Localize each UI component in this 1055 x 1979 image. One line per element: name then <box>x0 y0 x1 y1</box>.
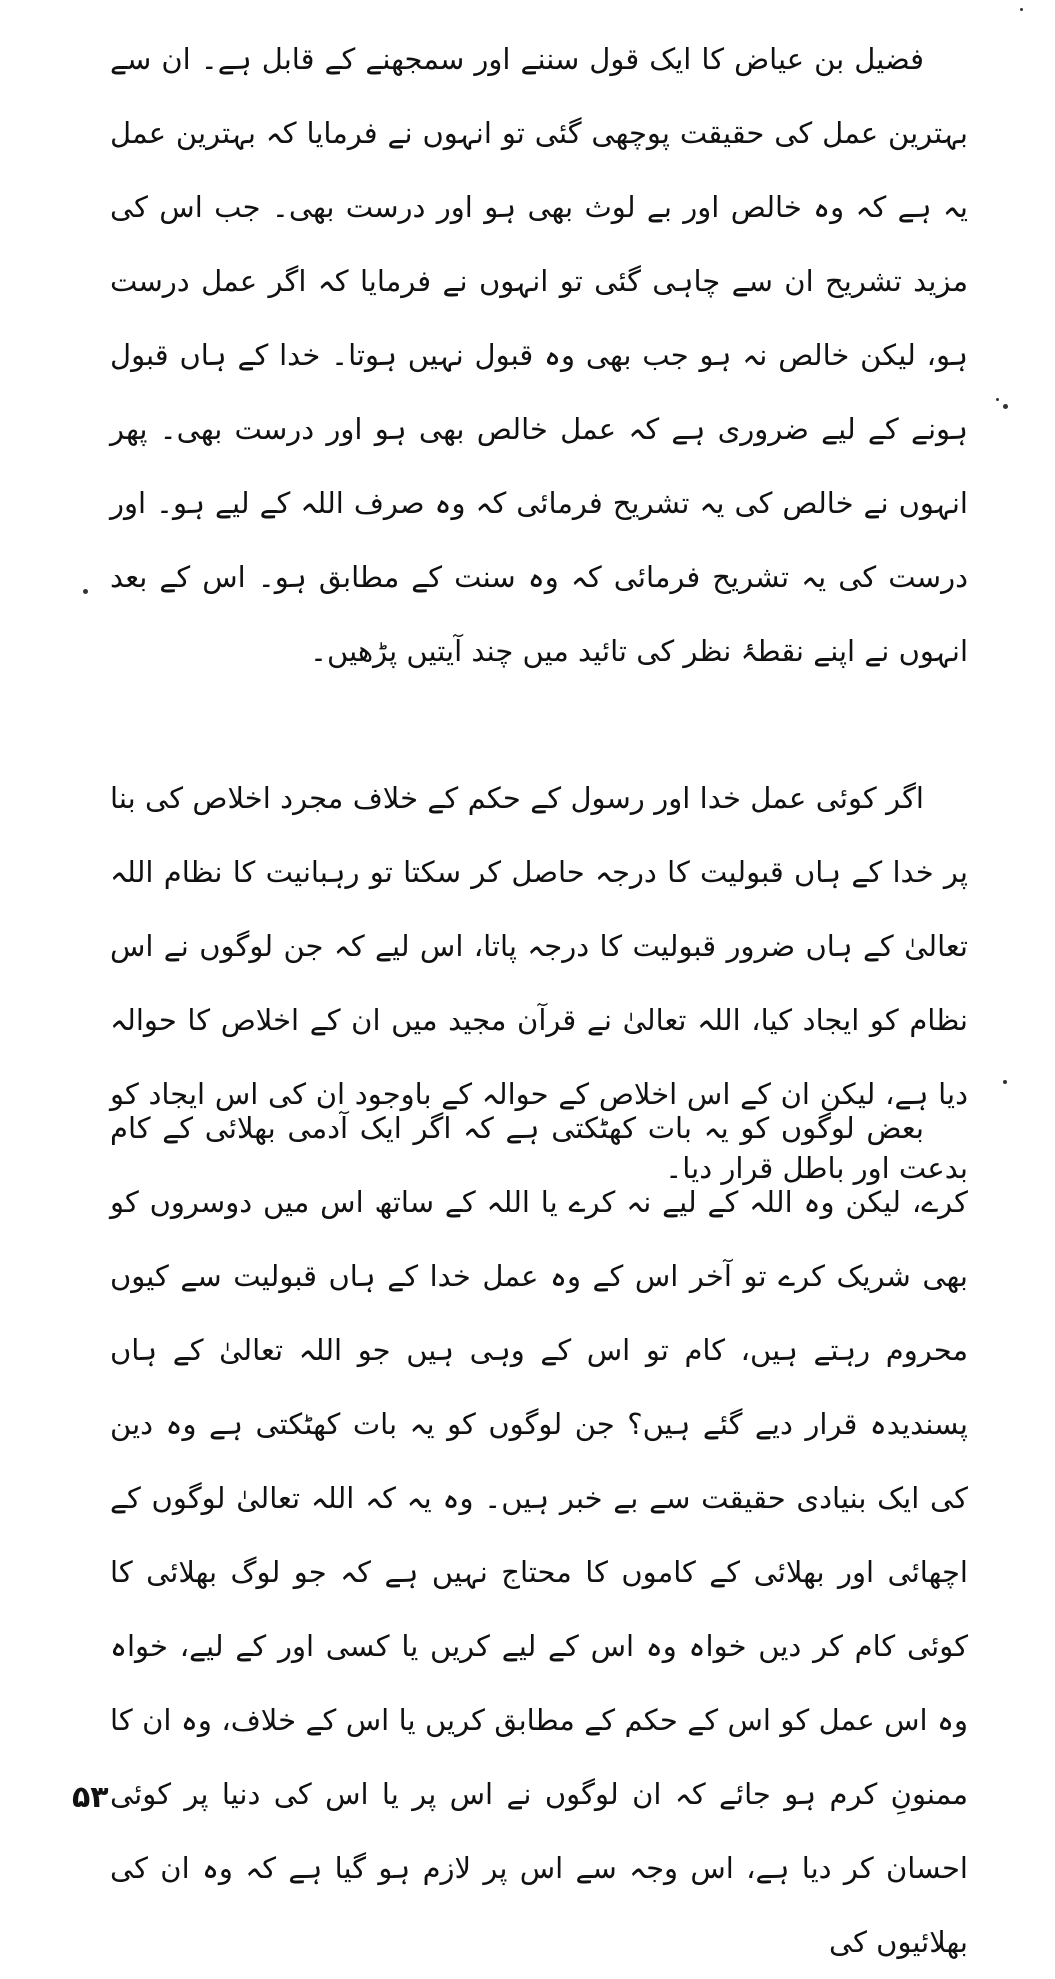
paragraph-text: بعض لوگوں کو یہ بات کھٹکتی ہے کہ اگر ایک آدمی بھلائی کے کام کرے، لیکن وہ اللہ کے لیے نہ کرے یا اللہ کے ساتھ اس میں دوسروں کو بھی شریک کرے تو آخر اس کے وہ عمل خدا کے ہاں قبولیت سے کیوں محروم رہتے ہیں، کام تو اس کے وہی ہیں جو اللہ تعالیٰ کے ہاں پسندیدہ قرار دیے گئے ہیں؟ جن لوگوں کو یہ بات کھٹکتی ہے وہ دین کی ایک بنیادی حقیقت سے بے خبر ہیں۔ وہ یہ کہ اللہ تعالیٰ لوگوں کے اچھائی اور بھلائی کے کاموں کا محتاج نہیں ہے کہ جو لوگ بھلائی کا کوئی کام کر دیں خواہ وہ اس کے لیے کریں یا کسی اور کے لیے، خواہ وہ اس عمل کو اس کے حکم کے مطابق کریں یا اس کے خلاف، وہ ان کا ممنونِ کرم ہو جائے کہ ان لوگوں نے اس پر یا اس کی دنیا پر کوئی احسان کر دیا ہے، اس وجہ سے اس پر لازم ہو گیا ہے کہ وہ ان کی بھلائیوں کی <box>110 1111 968 1959</box>
page-number: ۵۳ <box>72 1780 109 1815</box>
paragraph-3 <box>110 1091 968 1979</box>
paragraph-text: فضیل بن عیاض کا ایک قول سننے اور سمجھنے کے قابل ہے۔ ان سے بہترین عمل کی حقیقت پوچھی گئی تو انہوں نے فرمایا کہ بہترین عمل یہ ہے کہ وہ خالص اور بے لوث بھی ہو اور درست بھی۔ جب اس کی مزید تشریح ان سے چاہی گئی تو انہوں نے فرمایا کہ اگر عمل درست ہو، لیکن خالص نہ ہو جب بھی وہ قبول نہیں ہوتا۔ خدا کے ہاں قبول ہونے کے لیے ضروری ہے کہ عمل خالص بھی ہو اور درست بھی۔ پھر انہوں نے خالص کی یہ تشریح فرمائی کہ وہ صرف اللہ کے لیے ہو۔ اور درست کی یہ تشریح فرمائی کہ وہ سنت کے مطابق ہو۔ اس کے بعد انہوں نے اپنے نقطۂ نظر کی تائید میں چند آیتیں پڑھیں۔ <box>110 42 968 668</box>
scan-speck <box>83 589 88 594</box>
scan-speck <box>996 398 999 401</box>
paragraph-1 <box>110 22 968 688</box>
scan-speck <box>1020 8 1023 11</box>
scan-speck <box>1003 404 1008 409</box>
paragraph-text: اگر کوئی عمل خدا اور رسول کے حکم کے خلاف مجرد اخلاص کی بنا پر خدا کے ہاں قبولیت کا درجہ حاصل کر سکتا تو رہبانیت کا نظام اللہ تعالیٰ کے ہاں ضرور قبولیت کا درجہ پاتا، اس لیے کہ جن لوگوں نے اس نظام کو ایجاد کیا، اللہ تعالیٰ نے قرآن مجید میں ان کے اخلاص کا حوالہ دیا ہے، لیکن ان کے اس اخلاص کے حوالہ کے باوجود ان کی اس ایجاد کو بدعت اور باطل قرار دیا۔ <box>110 781 968 1185</box>
scan-speck <box>1003 1080 1007 1084</box>
